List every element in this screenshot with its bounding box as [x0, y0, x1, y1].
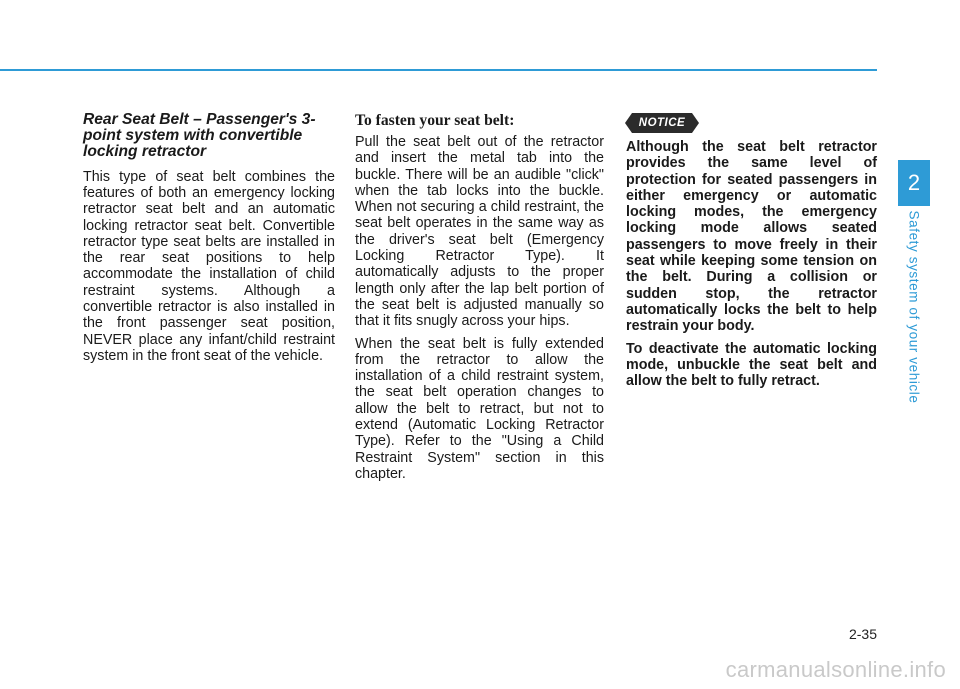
middle-column — [355, 112, 604, 488]
notice-column — [626, 139, 877, 395]
section-heading: Rear Seat Belt – Passenger's 3-point system with convertible locking retractor — [83, 111, 316, 161]
body-paragraph: When the seat belt is fully extended from the retractor to allow the installation of a child restraint system, the seat belt operation changes to allow the belt to retract, but not to extend (Automatic Locking Retractor Type). Refer to the "Using a Child Restraint System" section in this chapter. — [355, 335, 604, 482]
fasten-subheading: To fasten your seat belt: — [355, 112, 515, 129]
body-paragraph: This type of seat belt combines the features of both an emergency locking retractor seat belt and an automatic locking retractor seat belt. Convertible retractor type seat belts are installed in the rear seat positions to help accommodate the installation of child restraint systems. Although a convertible retractor is also installed in the front passenger seat position, NEVER place any infant/child restraint system in the front seat of the vehicle. — [83, 168, 335, 364]
body-paragraph: Pull the seat belt out of the retractor and insert the metal tab into the buckle. There will be an audible "click" when the tab locks into the buckle. When not securing a child restraint, the seat belt operates in the same way as the driver's seat belt (Emergency Locking Retractor Type). It automatically adjusts to the proper length only after the lap belt portion of the seat belt is adjusted manually so that it fits snugly across your hips. — [355, 134, 604, 330]
notice-paragraph: Although the seat belt retractor provides the same level of protection for seated passengers in either emergency or automatic locking modes, the emergency locking mode allows seated passengers to move freely in their seat while keeping some tension on the belt. During a collision or sudden stop, the retractor automatically locks the belt to help restrain your body. — [626, 139, 877, 335]
chapter-number-tab: 2 — [898, 160, 930, 206]
notice-badge: NOTICE — [632, 113, 692, 133]
header-rule — [0, 69, 877, 71]
watermark: carmanualsonline.info — [725, 657, 946, 682]
left-column — [83, 112, 335, 370]
page-number: 2-35 — [848, 626, 877, 642]
chapter-title-vertical: Safety system of your vehicle — [906, 210, 922, 404]
notice-paragraph: To deactivate the automatic locking mode, unbuckle the seat belt and allow the belt to fully retract. — [626, 340, 877, 390]
